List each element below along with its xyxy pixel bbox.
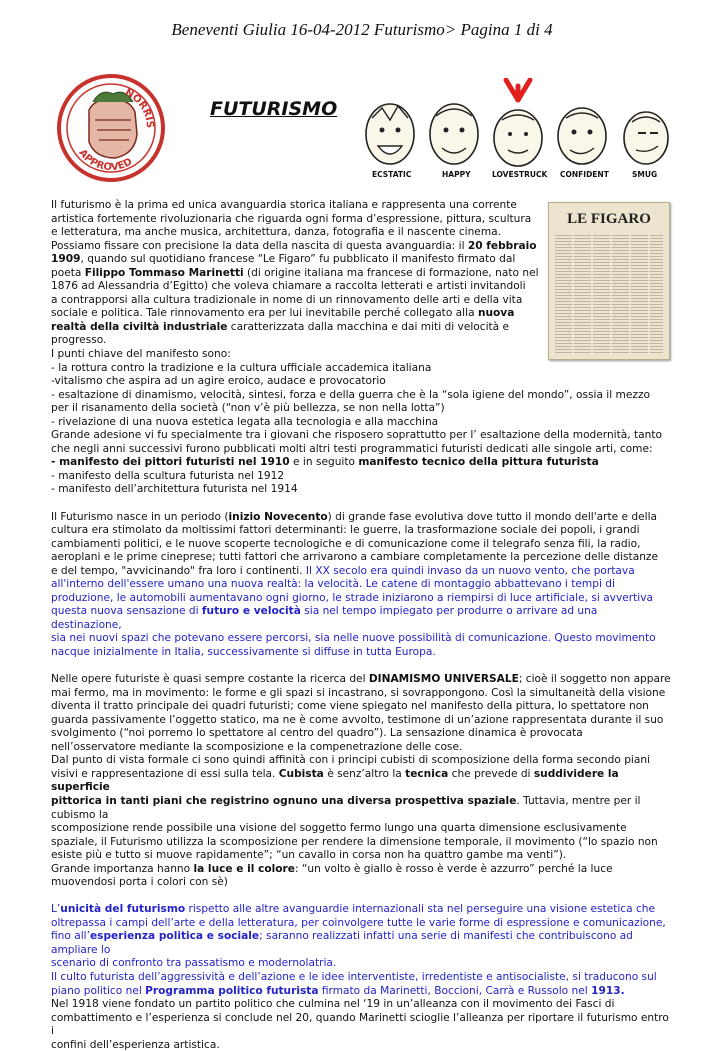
emotion-faces-illustration	[360, 78, 670, 188]
paragraph-politics: L’unicità del futurismo rispetto alle altre avanguardie internazionali sta nel perseguire una visione estetica che oltrepassa i campi dell’arte e della letteratura, per coinvolgere tutte le varie forme di espressione e comunicazione, fino all’esperienza politica e sociale; saranno realizzati infatti una serie di manifesti che contribuiscono ad ampliare lo scenario di confronto tra passatismo e modernolatria. Il culto futurista dell’aggressività e dell’azione e le idee interventiste, irredentiste e antisocialiste, si traducono sul piano politico nel Programma politico futurista firmato da Marinetti, Boccioni, Carrà e Russolo nel 1913. Nel 1918 viene fondato un partito politico che culmina nel ‘19 in un’alleanza con il movimento dei Fasci di combattimento e l’esperienza si conclude nel 20, quando Marinetti scioglie l’alleanza per riportare il futurismo entro i confini dell’esperienza artistica.	[51, 903, 669, 1051]
face-label-smug: SMUG	[632, 170, 658, 179]
face-label-happy: HAPPY	[442, 170, 471, 179]
cartoon-faces-icon	[360, 78, 670, 170]
document-body	[51, 199, 671, 1052]
face-label-confident: CONFIDENT	[560, 170, 609, 179]
page-title: FUTURISMO	[210, 98, 338, 120]
paragraph-dynamism: Nelle opere futuriste è quasi sempre costante la ricerca del DINAMISMO UNIVERSALE; cioè il soggetto non appare mai fermo, ma in movimento: le forme e gli spazi si incastrano, si sovrappongono. Così la simultaneità della visione diventa il tratto principale dei quadri futuristi; come viene spiegato nel manifesto della pittura, lo spettatore non guarda passivamente l’oggetto statico, ma ne è come avvolto, testimone di un’azione rappresentata durante il suo svolgimento (“noi porremo lo spettatore al centro del quadro”). La sensazione dinamica è provocata nell’osservatore mediante la scomposizione e la compenetrazione delle cose. Dal punto di vista formale ci sono quindi affinità con i principi cubisti di scomposizione della forma secondo piani visivi e rappresentazione di essi sulla tela. Cubista è senz’altro la tecnica che prevede di suddividere la superficie pittorica in tanti piani che registrino ognuno una diversa prospettiva spaziale. Tuttavia, mentre per il cubismo la scomposizione rende possibile una visione del soggetto fermo lungo una quarta dimensione esclusivamente spaziale, il Futurismo utilizza la scomposizione per rendere la dimensione temporale, il movimento (“lo spazio non esiste più e tutto si muove rapidamente”; “un cavallo in corsa non ha quattro gambe ma venti”). Grande importanza hanno la luce e il colore: “un volto è giallo è rosso è verde è azzurro” perché la luce muovendosi porta i colori con sè)	[51, 673, 671, 889]
stamp-top-text: NORRIS	[122, 87, 156, 129]
page-header: Beneventi Giulia 16-04-2012 Futurismo> Pagina 1 di 4	[171, 20, 553, 39]
paragraph-origins: Il Futurismo nasce in un periodo (inizio Novecento) di grande fase evolutiva dove tutto il mondo dell'arte e della cultura era stimolato da moltissimi fattori determinanti: le guerre, la trasformazione sociale dei popoli, i grandi cambiamenti politici, e le nuove scoperte tecnologiche e di comunicazione come il telegrafo senza fili, la radio, aeroplani e le prime cineprese; tutti fattori che arrivarono a cambiare completamente la percezione delle distanze e del tempo, "avvicinando" fra loro i continenti. Il XX secolo era quindi invaso da un nuovo vento, che portava all'interno dell'essere umano una nuova realtà: la velocità. Le catene di montaggio abbattevano i tempi di produzione, le automobili aumentavano ogni giorno, le strade iniziarono a riempirsi di luce artificiale, si avvertiva questa nuova sensazione di futuro e velocità sia nel tempo impiegato per produrre o arrivare ad una destinazione, sia nei nuovi spazi che potevano essere percorsi, sia nelle nuove possibilità di comunicazione. Questo movimento nacque inizialmente in Italia, successivamente si diffuse in tutta Europa.	[51, 510, 658, 658]
face-label-lovestruck: LOVESTRUCK	[492, 170, 548, 179]
norris-approved-stamp	[55, 72, 167, 184]
face-label-ecstatic: ECSTATIC	[372, 170, 412, 179]
newspaper-title: LE FIGARO	[567, 211, 651, 227]
paragraph-intro: Il futurismo è la prima ed unica avanguardia storica italiana e rappresenta una corrente artistica fortemente rivoluzionaria che riguarda ogni forma d’espressione, pittura, scultura e letteratura, ma anche musica, architettura, danza, fotografia e il nascente cinema. Possiamo fissare con precisione la data della nascita di questa avanguardia: il 20 febbraio 1909, quando sul quotidiano francese “Le Figaro” fu pubblicato il manifesto firmato dal poeta Filippo Tommaso Marinetti (di origine italiana ma francese di formazione, nato nel 1876 ad Alessandria d’Egitto) che voleva chiamare a raccolta letterati e artisti invitandoli a contrapporsi alla cultura tradizionale in nome di un rinnovamento delle arti e della vita sociale e politica. Tale rinnovamento era per lui inevitabile perché collegato alla nuova realtà della civiltà industriale caratterizzata dalla macchina e dai miti di velocità e progresso.	[51, 199, 539, 347]
paragraph-manifesto-points: I punti chiave del manifesto sono: - la rottura contro la tradizione e la cultura ufficiale accademica italiana -vitalismo che aspira ad un agire eroico, audace e provocatorio - esaltazione di dinamismo, velocità, sintesi, forza e della guerra che è la “sola igiene del mondo”, ossia il mezzo per il risanamento della società (“non v’è più bellezza, se non nella lotta”) - rivelazione di una nuova estetica legata alla tecnologia e alla macchina Grande adesione vi fu specialmente tra i giovani che risposero soprattutto per l’ esaltazione della modernità, tanto che negli anni successivi furono pubblicati molti altri testi programmatici futuristi dedicati alle singole arti, come: - manifesto dei pittori futuristi nel 1910 e in seguito manifesto tecnico della pittura futurista - manifesto della scultura futurista nel 1912 - manifesto dell’architettura futurista nel 1914	[51, 348, 663, 496]
stamp-bottom-text: APPROVED	[76, 147, 135, 174]
